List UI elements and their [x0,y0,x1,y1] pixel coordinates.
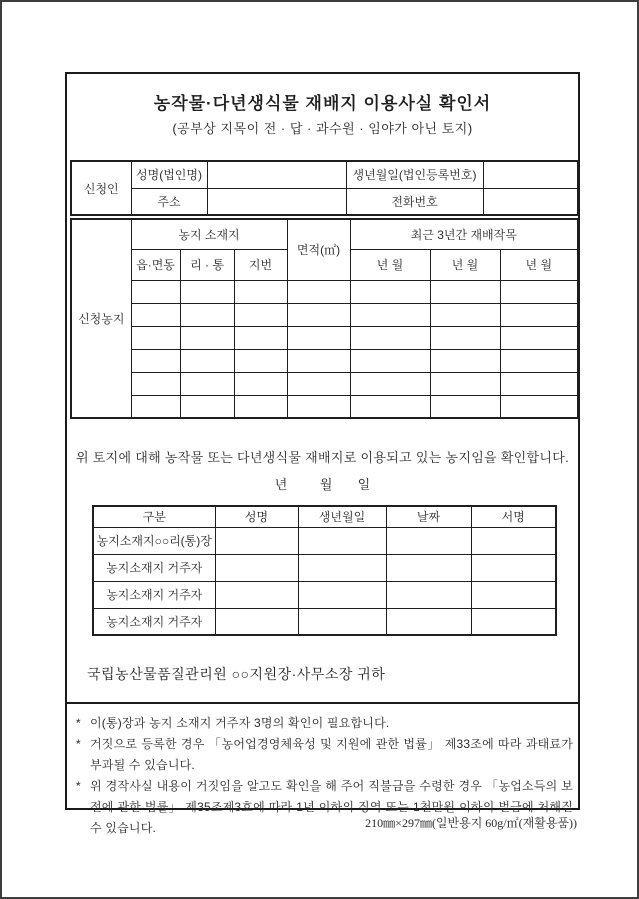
farmland-cell[interactable] [500,303,578,326]
farmland-cell[interactable] [180,395,234,418]
farmland-cell[interactable] [234,303,287,326]
footnote-text: 위 경작사실 내용이 거짓임을 알고도 확인을 해 주어 직불금을 수령한 경우 「농업소득의 보전에 관한 법률」 제35조제3호에 따라 1년 이하의 징역 또는 1천만원 이하의 벌금에 처해질 수 있습니다. [90,779,573,835]
farmland-cell[interactable] [234,280,287,303]
farmland-cell[interactable] [287,372,350,395]
birthdate-header: 생년월일 [298,506,386,527]
signer-signature-field[interactable] [471,581,556,608]
footnote-item [76,734,573,776]
table-row [71,303,578,326]
signer-name-field[interactable] [215,527,298,554]
confirmation-statement: 위 토지에 대해 농작물 또는 다년생식물 재배지로 이용되고 있는 농지임을 확인합니다. [75,450,570,465]
farmland-cell[interactable] [287,280,350,303]
signer-signature-field[interactable] [471,608,556,635]
signer-name-field[interactable] [215,608,298,635]
signer-date-field[interactable] [386,608,471,635]
signer-category: 농지소재지 거주자 [93,608,215,635]
farmland-cell[interactable] [430,395,500,418]
farmland-cell[interactable] [350,303,430,326]
farmland-cell[interactable] [234,372,287,395]
farmland-cell[interactable] [234,349,287,372]
signer-birthdate-field[interactable] [298,554,386,581]
signer-signature-field[interactable] [471,554,556,581]
applicant-table [70,160,579,216]
name-header: 성명 [215,506,298,527]
asterisk-marker: * [76,779,81,793]
farmland-cell[interactable] [131,326,180,349]
farmland-cell[interactable] [500,280,578,303]
farmland-cell[interactable] [287,326,350,349]
signer-category: 농지소재지 거주자 [93,581,215,608]
form-subtitle: (공부상 지목이 전 · 답 · 과수원 · 임야가 아닌 토지) [172,121,473,136]
farmland-cell[interactable] [500,395,578,418]
name-field[interactable] [207,161,346,188]
farmland-cell[interactable] [500,326,578,349]
farmland-cell[interactable] [430,303,500,326]
table-row [93,554,556,581]
farmland-row-header: 신청농지 [71,219,131,418]
signature-table [92,505,557,636]
footnote-item [76,713,573,734]
date-line: 년 월 일 [274,477,371,492]
area-header: 면적(㎡) [287,219,350,280]
table-row [71,161,578,188]
farmland-cell[interactable] [350,326,430,349]
table-row [93,581,556,608]
crops-header: 최근 3년간 재배작목 [350,219,578,249]
jibun-header: 지번 [234,249,287,280]
table-row [71,280,578,303]
form-title: 농작물·다년생식물 재배지 이용사실 확인서 [153,94,492,113]
year-month-header: 년 월 [350,249,430,280]
farmland-cell[interactable] [131,395,180,418]
table-row [71,395,578,418]
applicant-row-header: 신청인 [71,161,131,215]
table-row [93,608,556,635]
asterisk-marker: * [76,716,81,730]
farmland-table [70,218,579,419]
farmland-cell[interactable] [287,303,350,326]
signer-date-field[interactable] [386,554,471,581]
address-field[interactable] [207,188,346,215]
signer-name-field[interactable] [215,581,298,608]
farmland-cell[interactable] [180,349,234,372]
signature-header: 서명 [471,506,556,527]
farmland-cell[interactable] [500,372,578,395]
table-row [71,349,578,372]
signer-birthdate-field[interactable] [298,527,386,554]
farmland-cell[interactable] [131,372,180,395]
signer-date-field[interactable] [386,581,471,608]
birthdate-label: 생년월일(법인등록번호) [346,161,483,188]
farmland-cell[interactable] [131,349,180,372]
farmland-cell[interactable] [131,280,180,303]
farmland-cell[interactable] [350,349,430,372]
signer-birthdate-field[interactable] [298,581,386,608]
signer-date-field[interactable] [386,527,471,554]
signer-name-field[interactable] [215,554,298,581]
ri-tong-header: 리 · 통 [180,249,234,280]
recipient-line: 국립농산물품질관리원 ○○지원장·사무소장 귀하 [87,666,386,682]
farmland-cell[interactable] [430,280,500,303]
signer-birthdate-field[interactable] [298,608,386,635]
farmland-cell[interactable] [287,349,350,372]
date-header: 날짜 [386,506,471,527]
year-month-header: 년 월 [430,249,500,280]
footnote-text: 거짓으로 등록한 경우 「농어업경영체육성 및 지원에 관한 법률」 제33조에 따라 과태료가 부과될 수 있습니다. [90,737,573,772]
asterisk-marker: * [76,737,81,751]
phone-label: 전화번호 [346,188,483,215]
name-label: 성명(법인명) [131,161,207,188]
phone-field[interactable] [483,188,578,215]
farmland-cell[interactable] [131,303,180,326]
farmland-cell[interactable] [234,395,287,418]
year-month-header: 년 월 [500,249,578,280]
eup-myeon-dong-header: 읍·면동 [131,249,180,280]
farmland-cell[interactable] [180,303,234,326]
table-row [71,372,578,395]
farmland-cell[interactable] [180,326,234,349]
farmland-cell[interactable] [500,349,578,372]
farmland-cell[interactable] [430,326,500,349]
footnote-text: 이(통)장과 농지 소재지 거주자 3명의 확인이 필요합니다. [90,716,390,730]
birthdate-field[interactable] [483,161,578,188]
table-row [71,219,578,249]
signer-category: 농지소재지 거주자 [93,554,215,581]
table-row [71,326,578,349]
table-row [93,506,556,527]
address-label: 주소 [131,188,207,215]
category-header: 구분 [93,506,215,527]
farmland-cell[interactable] [180,372,234,395]
farmland-cell[interactable] [350,372,430,395]
farmland-cell[interactable] [287,395,350,418]
section-divider [67,702,578,704]
farmland-cell[interactable] [430,349,500,372]
paper-spec-note: 210㎜×297㎜(일반용지 60g/㎡(재활용품)) [365,816,577,830]
farmland-cell[interactable] [430,372,500,395]
farmland-cell[interactable] [234,326,287,349]
farmland-cell[interactable] [180,280,234,303]
signer-signature-field[interactable] [471,527,556,554]
farmland-cell[interactable] [350,280,430,303]
signer-category: 농지소재지○○리(통)장 [93,527,215,554]
location-header: 농지 소재지 [131,219,287,249]
table-row [71,188,578,215]
table-row [93,527,556,554]
farmland-cell[interactable] [350,395,430,418]
